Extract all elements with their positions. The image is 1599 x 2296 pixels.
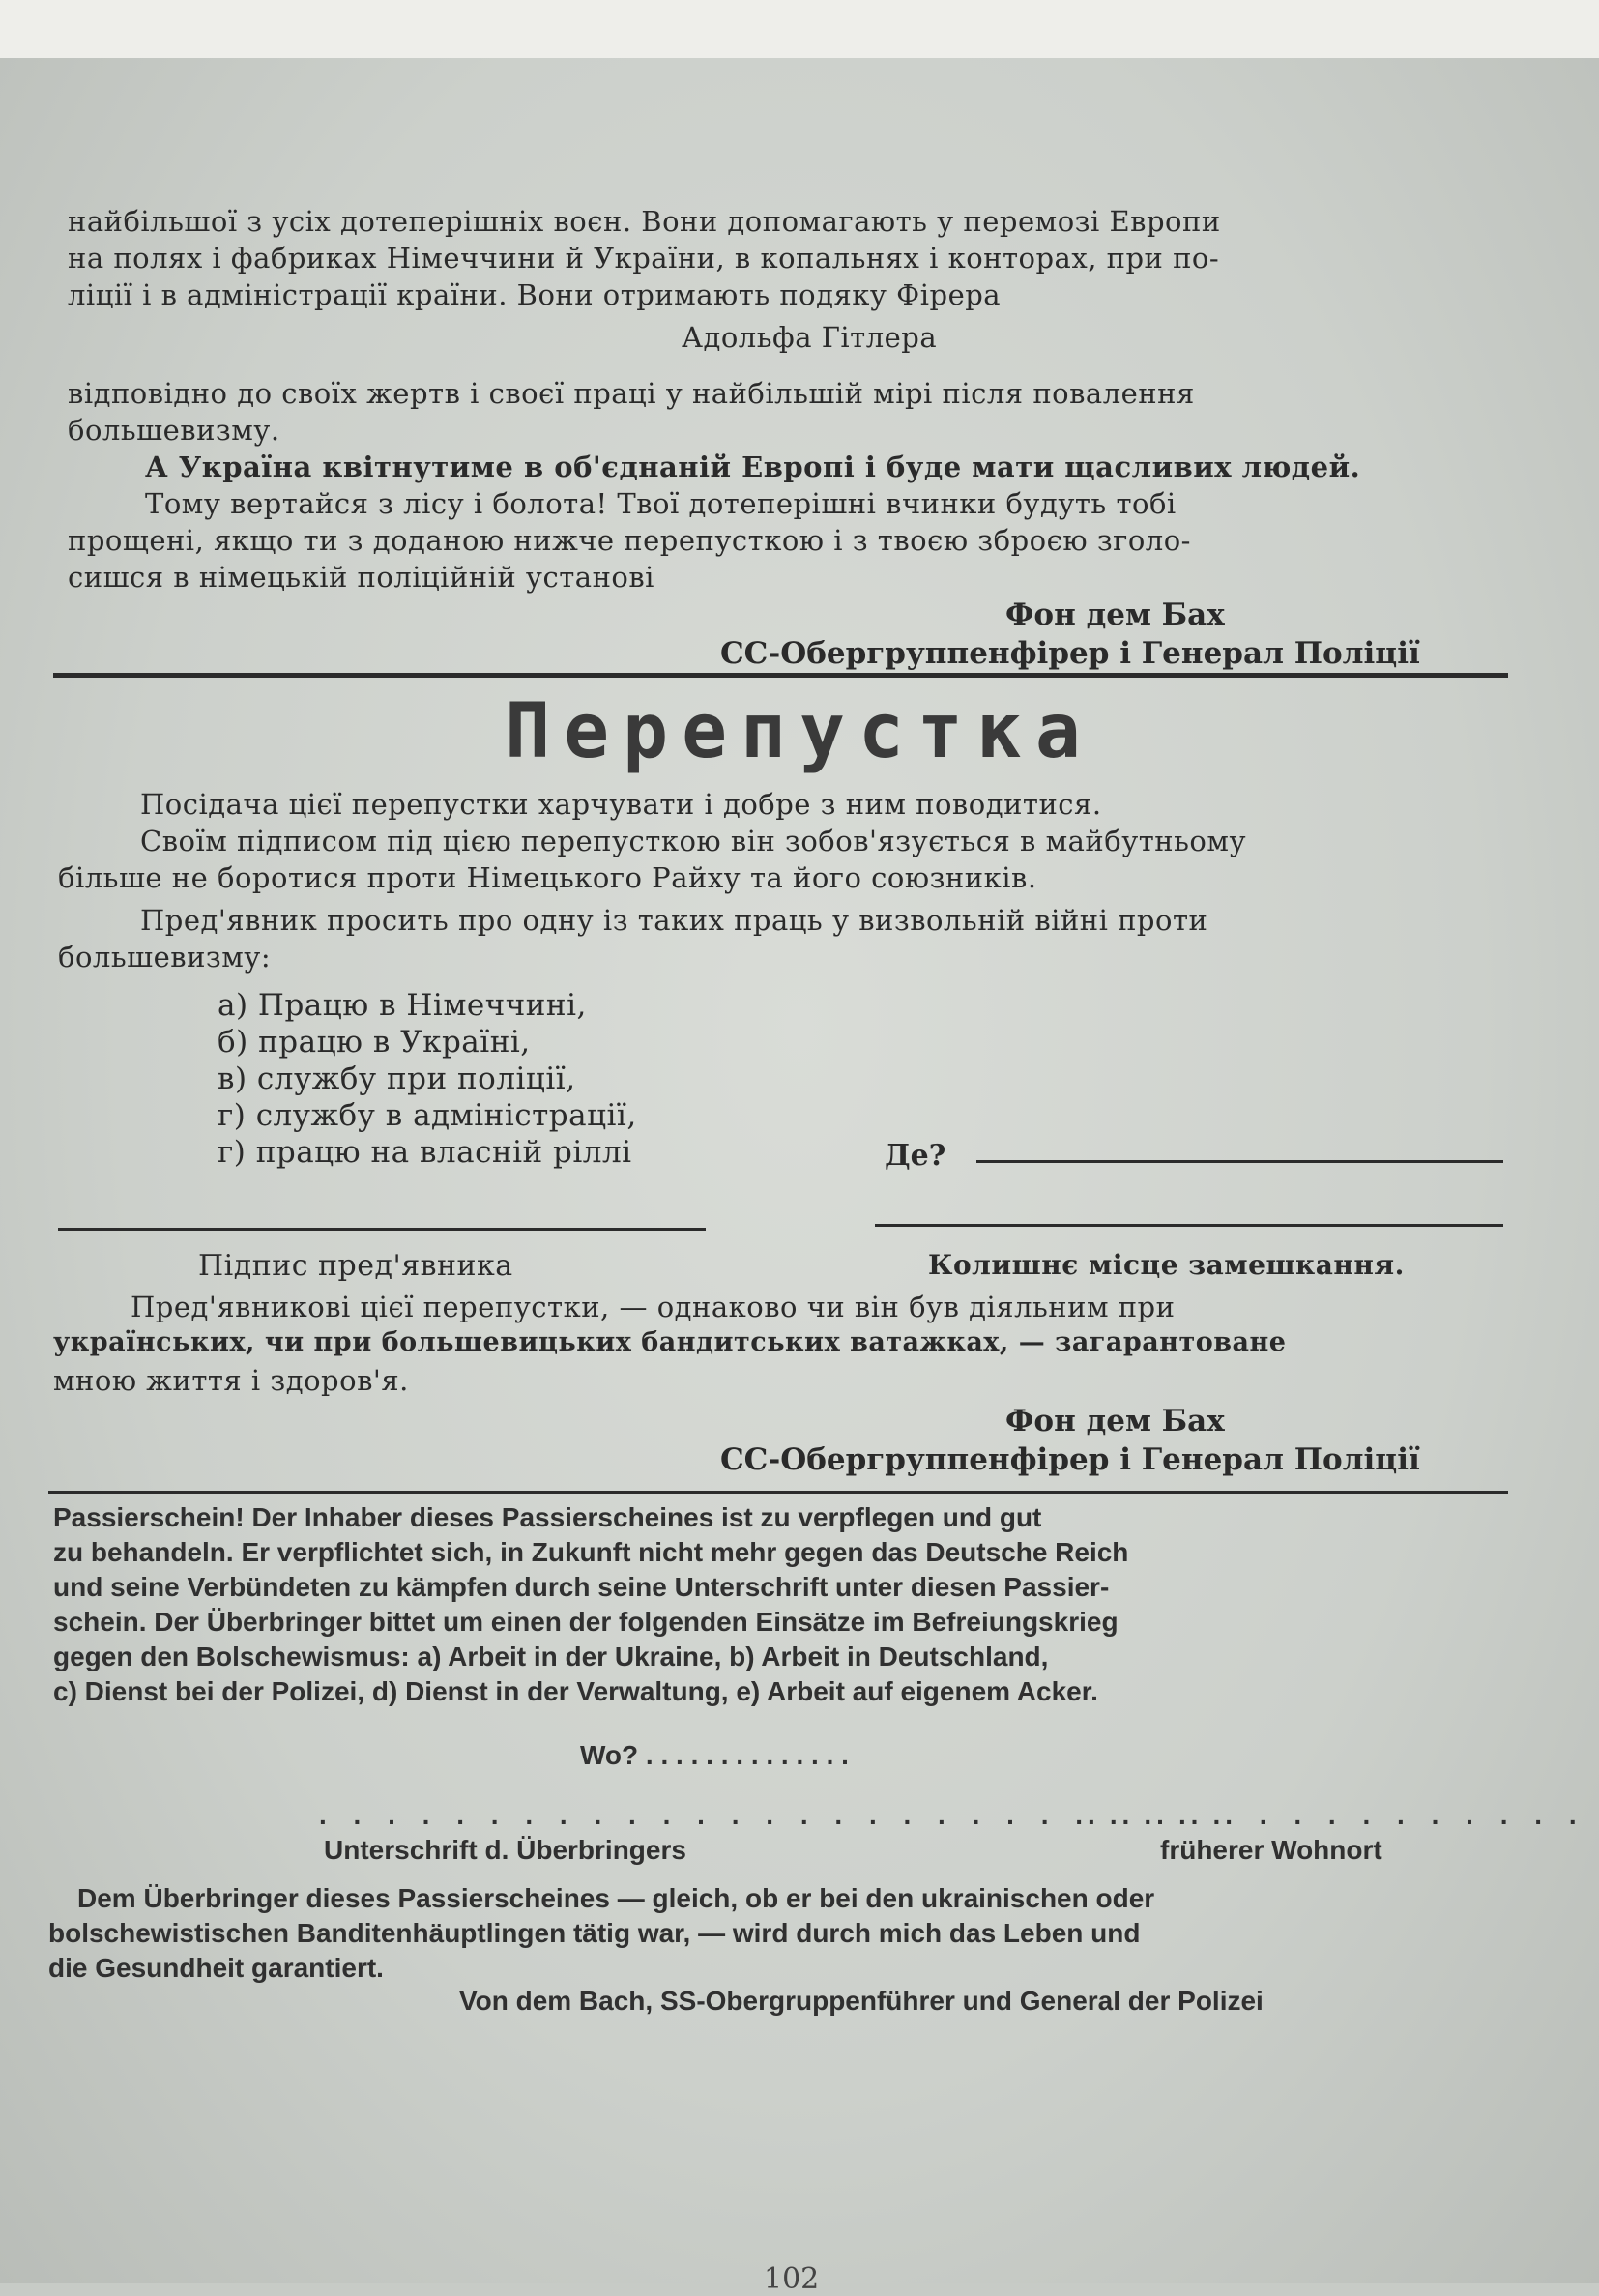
pass-line-2: Своїм підписом під цією перепусткою він зобов'язується в майбутньому bbox=[140, 825, 1247, 857]
page-number: 102 bbox=[764, 2262, 820, 2296]
residence-label: Колишнє місце замешкання. bbox=[928, 1249, 1405, 1281]
pass-line-1: Посідача цієї перепустки харчувати і добре з ним поводитися. bbox=[140, 788, 1102, 821]
intro-line-8: Тому вертайся з лісу і болота! Твої дотеперішні вчинки будуть тобі bbox=[145, 487, 1177, 520]
german-divider bbox=[48, 1491, 1508, 1494]
page-top-margin bbox=[0, 0, 1599, 58]
intro-line-3: ліції і в адміністрації країни. Вони отримають подяку Фірера bbox=[68, 278, 1002, 311]
german-line-5: gegen den Bolschewismus: a) Arbeit in der Ukraine, b) Arbeit in Deutschland, bbox=[53, 1642, 1049, 1671]
pass-signature-name: Фон дем Бах bbox=[1005, 1404, 1225, 1439]
german-line-6: c) Dienst bei der Polizei, d) Dienst in der Verwaltung, e) Arbeit auf eigenem Acker. bbox=[53, 1676, 1098, 1706]
intro-line-4: Адольфа Гітлера bbox=[682, 321, 938, 354]
intro-line-1: найбільшої з усіх дотеперішніх воєн. Вони допомагають у перемозі Европи bbox=[68, 205, 1221, 238]
german-line-3: und seine Verbündeten zu kämpfen durch seine Unterschrift unter diesen Passier- bbox=[53, 1572, 1110, 1602]
german-line-1: Passierschein! Der Inhaber dieses Passierscheines ist zu verpflegen und gut bbox=[53, 1502, 1042, 1532]
pass-option-g: г) службу в адміністрації, bbox=[218, 1098, 637, 1133]
pass-option-v: в) службу при поліції, bbox=[218, 1061, 576, 1096]
signature-line bbox=[58, 1228, 706, 1231]
where-line bbox=[976, 1160, 1503, 1163]
german-line-2: zu behandeln. Er verpflichtet sich, in Zukunft nicht mehr gegen das Deutsche Reich bbox=[53, 1537, 1129, 1567]
pass-signature-title: СС-Обергруппенфірер і Генерал Поліції bbox=[720, 1442, 1420, 1477]
pass-line-3: більше не боротися проти Німецького Райху та його союзників. bbox=[58, 861, 1037, 894]
german-signature-dots: . . . . . . . . . . . . . . . . . . . . . . . . . . . bbox=[319, 1800, 1231, 1830]
guarantee-line-3: мною життя і здоров'я. bbox=[53, 1364, 409, 1397]
intro-line-5: відповідно до своїх жертв і своєї праці у найбільшій мірі після повалення bbox=[68, 377, 1195, 410]
intro-line-10: сишся в німецькій поліційній установі bbox=[68, 561, 654, 594]
intro-line-6: большевизму. bbox=[68, 414, 280, 447]
pass-title: Перепустка bbox=[505, 688, 1094, 775]
intro-line-7: А Україна квітнутиме в об'єднаній Европі і буде мати щасливих людей. bbox=[145, 450, 1361, 483]
german-where-label: Wo? . . . . . . . . . . . . . . bbox=[580, 1740, 849, 1770]
german-guarantee-1: Dem Überbringer dieses Passierscheines — gleich, ob er bei den ukrainischen oder bbox=[77, 1883, 1155, 1913]
german-signature: Von dem Bach, SS-Obergruppenführer und General der Polizei bbox=[459, 1986, 1264, 2016]
where-label: Де? bbox=[885, 1139, 946, 1173]
german-residence-label: früherer Wohnort bbox=[1160, 1835, 1382, 1865]
german-signature-label: Unterschrift d. Überbringers bbox=[324, 1835, 686, 1865]
divider-rule bbox=[53, 673, 1508, 678]
pass-line-5: большевизму: bbox=[58, 941, 272, 974]
pass-option-b: б) працю в Україні, bbox=[218, 1025, 531, 1060]
german-residence-dots: . . . . . . . . . . . . . . . bbox=[1088, 1800, 1586, 1830]
intro-line-2: на полях і фабриках Німеччини й України, в копальнях і конторах, при по- bbox=[68, 242, 1220, 275]
guarantee-line-1: Пред'явникові цієї перепустки, — однаково чи він був діяльним при bbox=[131, 1291, 1176, 1323]
intro-signature-title: СС-Обергруппенфірер і Генерал Поліції bbox=[720, 636, 1420, 671]
pass-option-a: а) Працю в Німеччині, bbox=[218, 988, 587, 1023]
signature-label: Підпис пред'явника bbox=[198, 1249, 513, 1283]
pass-option-g2: г) працю на власній ріллі bbox=[218, 1135, 632, 1170]
intro-line-9: прощені, якщо ти з доданою нижче перепусткою і з твоєю зброєю зголо- bbox=[68, 524, 1191, 557]
pass-line-4: Пред'явник просить про одну із таких праць у визвольній війні проти bbox=[140, 904, 1208, 937]
german-guarantee-3: die Gesundheit garantiert. bbox=[48, 1953, 384, 1983]
guarantee-line-2: українських, чи при большевицьких бандитських ватажках, — загарантоване bbox=[53, 1327, 1287, 1357]
german-line-4: schein. Der Überbringer bittet um einen der folgenden Einsätze im Befreiungskrieg bbox=[53, 1607, 1119, 1637]
intro-signature-name: Фон дем Бах bbox=[1005, 597, 1225, 632]
residence-line bbox=[875, 1224, 1503, 1227]
german-guarantee-2: bolschewistischen Banditenhäuptlingen tätig war, — wird durch mich das Leben und bbox=[48, 1918, 1141, 1948]
